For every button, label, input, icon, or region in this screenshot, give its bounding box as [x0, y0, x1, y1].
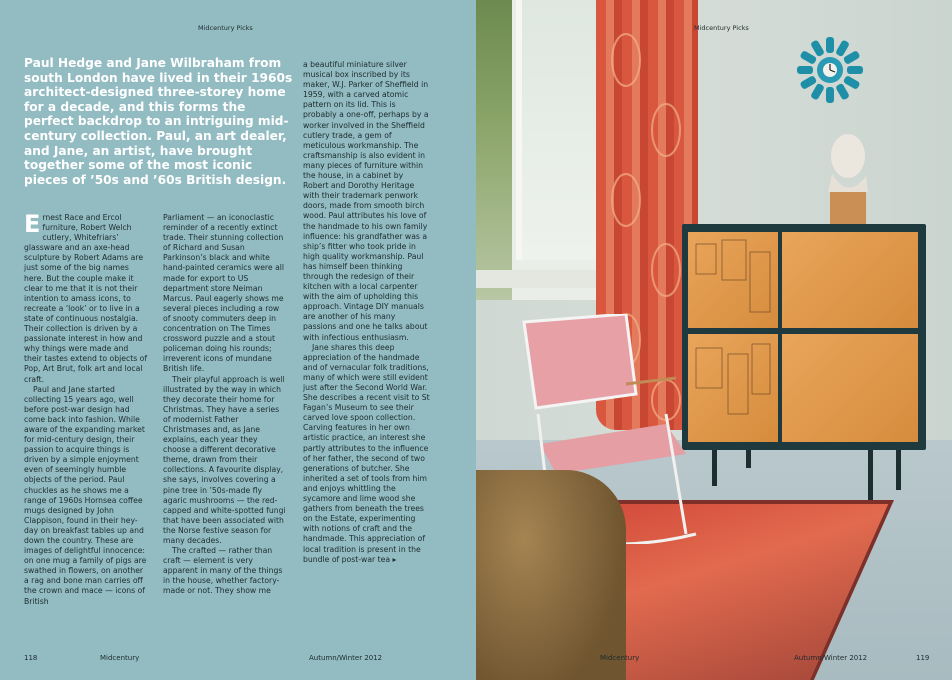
column-3 — [303, 60, 431, 565]
col1-p1-text: rnest Race and Ercol furniture, Robert Welch cutlery, Whitefriars’ glassware and an axe-head sculpture by Robert Adams are just some of the big names here. But the couple make it clear to me that it is not their intention to amass icons, to recreate a ‘look’ or to live in a state of continuous nostalgia. Their collection is driven by a passionate interest in how and why things were made and their tastes extend to objects of Pop, Art Brut, folk art and local craft. — [24, 213, 148, 384]
col2-paragraph-1: Parliament — an iconoclastic reminder of a recently extinct trade. Their stunning collection of Richard and Susan Parkinson’s black and white hand-painted ceramics were all made for export to US department store Neiman Marcus. Paul eagerly shows me several pieces including a row of snooty commuters deep in concentration on The Times crossword puzzle and a stout policeman doing his rounds; irreverent icons of mundane British life. — [163, 213, 285, 374]
leather-sofa — [476, 470, 626, 680]
dropcap: E — [24, 210, 41, 238]
col2-paragraph-2: Their playful approach is well illustrated by the way in which they decorate their home for Christmas. They have a series of modernist Father Christmases and, as Jane explains, each year they choose a different decorative theme, drawn from their collections. A favourite display, she says, involves covering a pine tree in ’50s-made fly agaric mushrooms — the red-capped and white-spotted fungi that have been associated with the Norse festive season for many decades. — [163, 374, 286, 545]
window — [476, 0, 616, 300]
col1-paragraph-1 — [24, 210, 148, 385]
cabinet-image — [682, 224, 926, 450]
cabinet-leg — [712, 450, 717, 486]
window-sill — [476, 270, 608, 288]
col3-paragraph-2: Jane shares this deep appreciation of the handmade and of vernacular folk traditions, many of which were still evident just after the Second World War. She describes a recent visit to St Fagan’s Museum to see their carved love spoon collection. Carving features in her own artistic practice, an interest she partly attributes to the influence of her father, the second of two generations of butcher. She inherited a set of tools from him and enjoys whittling the sycamore and lime wood she gathers from beneath the trees on the Estate, experimenting with notions of craft and the handmade. This appreciation of local tradition is present in the bundle of post-war tea ▸ — [303, 342, 430, 564]
footer-magazine-left: Midcentury — [100, 654, 140, 662]
intro-paragraph: Paul Hedge and Jane Wilbraham from south London have lived in their 1960s architect-designed three-storey home for a decade, and this forms the perfect backdrop to an intriguing mid-century collection. Paul, an art dealer, and Jane, an artist, have brought together some of the most iconic pieces of ’50s and ’60s British design. — [24, 56, 293, 187]
cabinet-leg — [896, 450, 901, 490]
window-pane — [516, 0, 608, 260]
column-2 — [163, 213, 287, 597]
col1-paragraph-2: Paul and Jane started collecting 15 years ago, well before post-war design had come back into fashion. While aware of the expanding market for mid-century design, their passion to acquire things is driven by a simple enjoyment even of seemingly humble objects of the period. Paul chuckles as he shows me a range of 1960s Hornsea coffee mugs designed by John Clappison, found in their hey-day on breakfast tables up and down the country. These are images of delightful innocence: on one mug a family of pigs are swathed in flowers, on another a rag and bone man carries off the crown and mace — icons of British — [24, 384, 147, 606]
penwork-pattern — [682, 224, 926, 450]
page-number-right: 119 — [916, 654, 930, 662]
running-head-left: Midcentury Picks — [198, 24, 253, 32]
running-head-right: Midcentury Picks — [694, 24, 749, 32]
footer-issue-right: Autumn/Winter 2012 — [794, 654, 868, 662]
col3-paragraph-1: a beautiful miniature silver musical box inscribed by its maker, W.J. Parker of Sheffield in 1959, with a carved atomic pattern on its lid. This is probably a one-off, perhaps by a worker involved in the Sheffield cutlery trade, a gem of meticulous workmanship. The craftsmanship is also evident in many pieces of furniture within the house, in a cabinet by Robert and Dorothy Heritage with their trademark penwork doors, made from smooth birch wood. Paul attributes his love of the handmade to his own family influence: his grandfather was a ship’s fitter who took pride in high quality workmanship. Paul has himself been thinking through the redesign of their kitchen with a local carpenter with the aim of upholding this approach. Vintage DIY manuals are another of his many passions and one he talks about with infectious enthusiasm. — [303, 60, 429, 342]
bust-sculpture-icon — [822, 130, 872, 224]
page-number-left: 118 — [24, 654, 38, 662]
cabinet-leg — [746, 450, 751, 468]
tree-outside — [476, 0, 512, 300]
starburst-clock-icon — [796, 36, 864, 104]
right-page-photo — [476, 0, 952, 680]
footer-magazine-right: Midcentury — [600, 654, 640, 662]
col2-paragraph-3: The crafted — rather than craft — element is very apparent in many of the things in the house, whether factory-made or not. They show me — [163, 546, 283, 596]
column-1 — [24, 210, 148, 607]
footer-issue-left: Autumn/Winter 2012 — [309, 654, 383, 662]
